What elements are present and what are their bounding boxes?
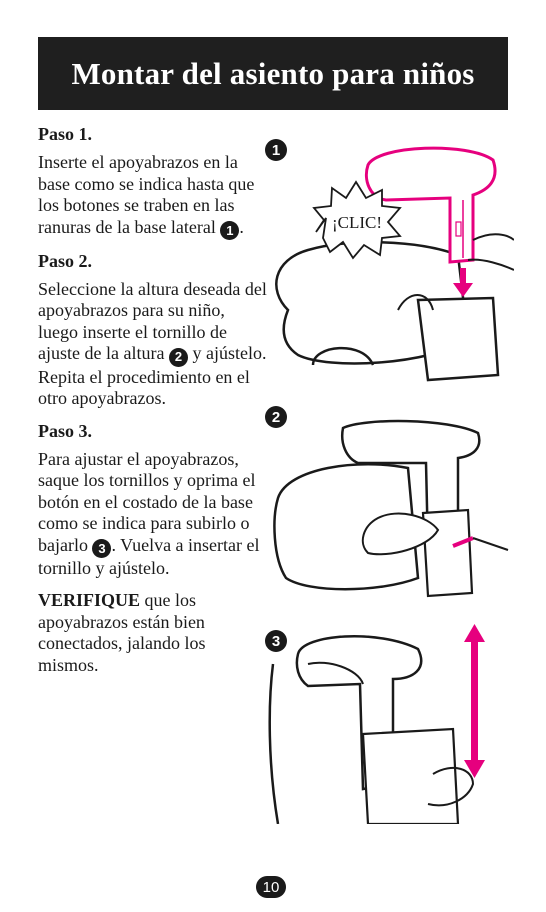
step-3-body [38, 449, 268, 580]
step-1-text: Inserte el apoyabrazos en la base como se indica hasta que los botones se traben en las ranuras de la base lateral [38, 152, 255, 237]
up-down-arrow-icon [464, 624, 485, 778]
figure-1-illustration [268, 140, 514, 390]
step-2-title: Paso 2. [38, 250, 92, 271]
step-2-badge: 2 [169, 348, 188, 367]
step-3-text: Para ajustar el apoyabrazos, saque los tornillos y oprima el botón en el costado de la base como se indica para subirlo o bajarlo [38, 448, 256, 555]
figure-3-number: 3 [265, 630, 287, 652]
step-1-text-after: . [239, 216, 244, 237]
step-3-title: Paso 3. [38, 420, 92, 441]
verify-text: que los apoyabrazos están bien conectados, jalando los mismos. [38, 590, 206, 675]
figure-3-illustration [268, 624, 514, 824]
click-callout: ¡CLIC! [331, 213, 383, 232]
step-1 [38, 124, 268, 240]
step-2 [38, 251, 268, 410]
figure-2-illustration [268, 418, 514, 608]
figure-2-number: 2 [265, 406, 287, 428]
step-3 [38, 421, 268, 580]
step-1-title: Paso 1. [38, 124, 92, 144]
step-2-text-after: y ajústelo. Repita el procedimiento en el otro apoyabrazos. [38, 343, 267, 408]
verify-note [38, 590, 268, 676]
step-2-text: Seleccione la altura deseada del apoyabrazos para su niño, luego inserte el tornillo de ajuste de la altura [38, 278, 267, 364]
page-title: Montar del asiento para niños [71, 55, 475, 91]
verify-bold: VERIFIQUE [38, 590, 141, 611]
step-1-body [38, 152, 268, 240]
step-3-text-after: . Vuelva a insertar el tornillo y ajústelo. [38, 534, 260, 578]
step-1-badge: 1 [220, 221, 239, 240]
instructions-column [38, 124, 268, 687]
figure-1-number: 1 [265, 139, 287, 161]
title-banner [38, 37, 508, 110]
page-number: 10 [256, 876, 286, 898]
step-3-badge: 3 [92, 539, 111, 558]
step-2-body [38, 279, 268, 410]
